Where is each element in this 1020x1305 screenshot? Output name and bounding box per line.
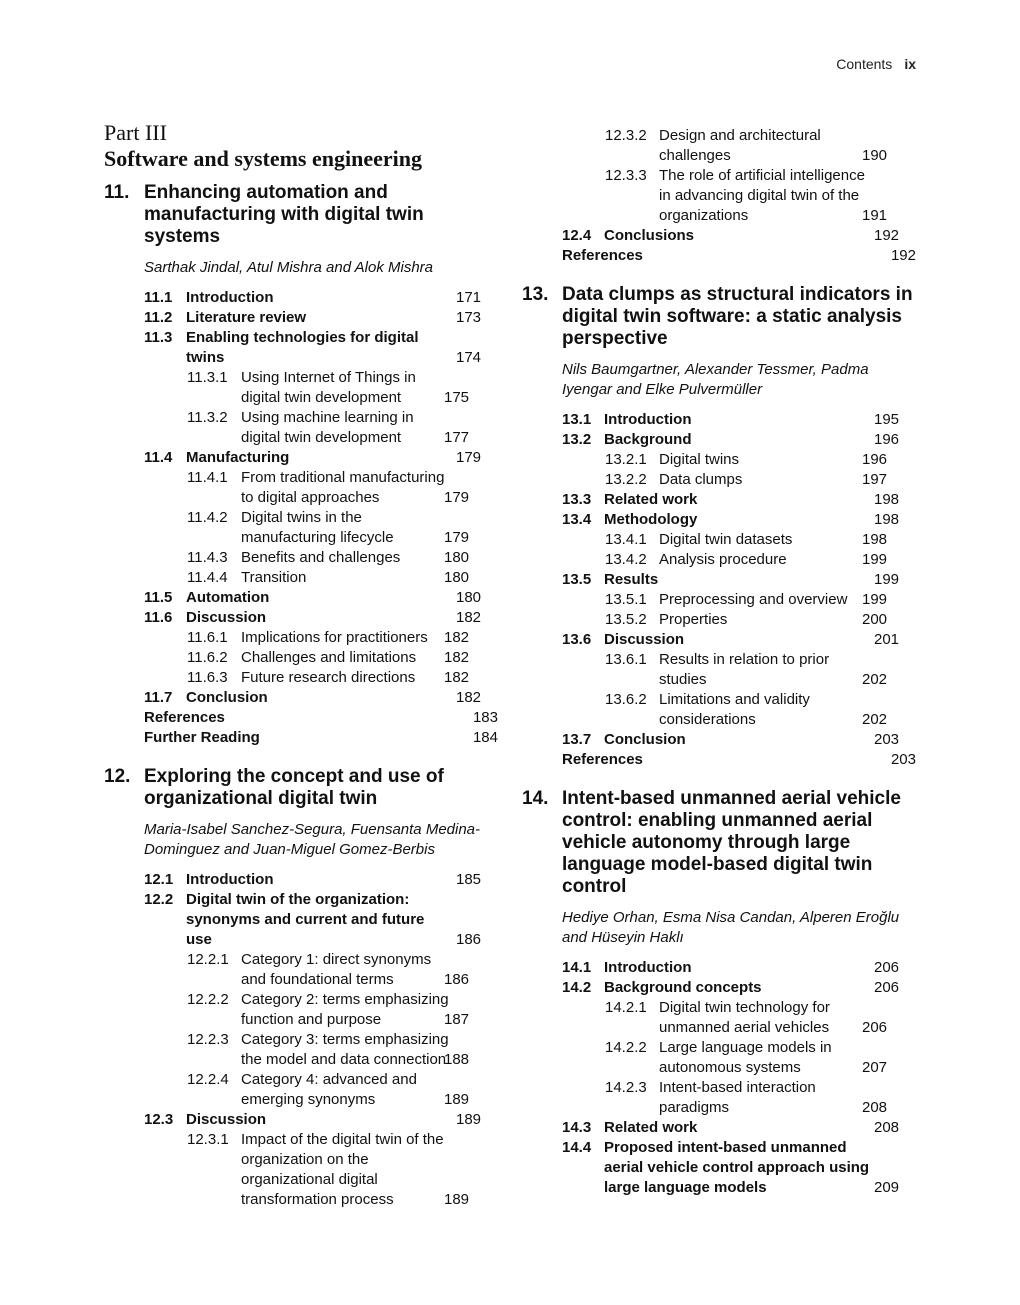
toc-entry[interactable]: 13.4.1 Digital twin datasets 198 [605,531,888,548]
toc-entry-number: 11.6 [144,609,173,626]
chapter-title [104,766,498,810]
chapter [104,182,498,748]
toc-entry-number: 11.5 [144,589,173,606]
toc-entry[interactable]: 13.3 Related work 198 [562,491,900,508]
toc-entry[interactable]: 12.3.1 Impact of the digital twin of the organization on the organizational digital transformation process 189 [187,1131,470,1208]
toc-entry-title: The role of artificial intelligence in advancing digital twin of the organizations [659,167,865,224]
toc-entry[interactable]: 12.3.3 The role of artificial intelligence in advancing digital twin of the organizations 191 [605,167,888,224]
chapter-title-text: Intent-based unmanned aerial vehicle control: enabling unmanned aerial vehicle autonomy through large language model-based digital twin control [562,788,901,897]
toc-entry-title: Intent-based interaction paradigms [659,1079,816,1116]
toc-entry-title: Preprocessing and overview [659,591,848,608]
part-label: Part III [104,120,167,145]
chapter-continued [522,126,916,266]
chapter-title [522,788,916,898]
toc-entry-number: 11.2 [144,309,173,326]
toc-entry-number: 12.2 [144,891,174,908]
toc-entry[interactable]: 14.2 Background concepts 206 [562,979,900,996]
toc-entry[interactable]: 13.5.1 Preprocessing and overview 199 [605,591,888,608]
toc-entry-title: Challenges and limitations [241,649,417,666]
toc-entry-number: 12.1 [144,871,174,888]
toc-entry[interactable] [104,708,498,728]
toc-entry[interactable]: 12.2.3 Category 3: terms emphasizing the model and data connection 188 [187,1031,470,1068]
toc-entry-number: 13.2.1 [605,451,647,468]
toc-entry-number: 11.6.2 [187,649,228,666]
toc-entry-number: 12.2.2 [187,991,229,1008]
toc-entry[interactable]: 11.3.1 Using Internet of Things in digital twin development 175 [187,369,470,406]
toc-entry-number: 12.2.1 [187,951,229,968]
toc-entry-title: Transition [241,569,307,586]
toc-entry-title: Methodology [604,511,698,528]
toc-entry-title: Background [604,431,692,448]
toc-entry[interactable]: 12.2 Digital twin of the organization: synonyms and current and future use 186 [144,891,482,948]
toc-entry[interactable]: 14.2.3 Intent-based interaction paradigms 208 [605,1079,888,1116]
toc-entry-title: Large language models in autonomous systems [659,1039,832,1076]
toc-entry-number: 13.2 [562,431,592,448]
toc-entry-page: 184 [472,729,498,746]
toc-entry[interactable]: 12.4 Conclusions 192 [562,227,900,244]
toc-entry[interactable]: 12.2.1 Category 1: direct synonyms and foundational terms 186 [187,951,470,988]
toc-entry-title: Digital twins [659,451,740,468]
toc-entry-title: Introduction [604,411,692,428]
toc-entry-number: 13.3 [562,491,592,508]
toc-entry[interactable]: 13.2.1 Digital twins 196 [605,451,888,468]
toc-entry-number: 12.4 [562,227,592,244]
toc-entry-title: Benefits and challenges [241,549,401,566]
toc-entry-title: Introduction [604,959,692,976]
toc-entry-number: 11.4.2 [187,509,228,526]
toc-entry-number: 13.5 [562,571,592,588]
toc-entry[interactable]: 13.1 Introduction 195 [562,411,900,428]
toc-entry-number: 12.2.4 [187,1071,229,1088]
chapter-authors: Maria-Isabel Sanchez-Segura, Fuensanta Medina-Dominguez and Juan-Miguel Gomez-Berbis [144,821,481,858]
running-head [836,56,916,72]
chapter-title-text: Data clumps as structural indicators in digital twin software: a static analysis perspective [562,284,913,349]
toc-entry[interactable]: 13.2.2 Data clumps 197 [605,471,888,488]
chapter [522,284,916,770]
toc-entry-title: Digital twins in the manufacturing lifecycle [241,509,394,546]
chapter-authors: Hediye Orhan, Esma Nisa Candan, Alperen Eroğlu and Hüseyin Haklı [562,909,900,946]
toc-entry-title: Category 1: direct synonyms and foundational terms [241,951,432,988]
toc-entry[interactable]: 11.6 Discussion 182 [144,609,482,626]
running-head-label: Contents [836,56,893,72]
toc-entry-title: Discussion [186,1111,267,1128]
toc-entry[interactable]: 14.3 Related work 208 [562,1119,900,1136]
toc-entry-number: 12.3.3 [605,167,647,184]
toc-entry-number: 11.4.3 [187,549,228,566]
chapter-number: 14. [522,788,549,809]
toc-entry[interactable]: 13.6.2 Limitations and validity considerations 202 [605,691,888,728]
toc-entry-title: Category 3: terms emphasizing the model and data connection [241,1031,449,1068]
toc-entry-number: 13.4 [562,511,592,528]
toc-entry-number: 14.2 [562,979,592,996]
toc-entry-title: Data clumps [659,471,743,488]
toc-entry-number: 11.4.1 [187,469,228,486]
toc-entry-title: Digital twin datasets [659,531,793,548]
chapter-authors: Nils Baumgartner, Alexander Tessmer, Padma Iyengar and Elke Pulvermüller [562,361,869,398]
toc-entry-number: 12.3.2 [605,127,647,144]
left-column [104,120,498,1228]
toc-entry-number: 11.3.1 [187,369,228,386]
chapter-title [104,182,498,248]
toc-entry[interactable]: 14.4 Proposed intent-based unmanned aerial vehicle control approach using large language models 209 [562,1139,900,1196]
toc-entry-page: 183 [472,709,498,726]
toc-entry-page: 192 [890,247,916,264]
toc-entry[interactable] [522,750,916,770]
toc-entry[interactable]: 12.1 Introduction 185 [144,871,482,888]
toc-entry[interactable]: 14.2.1 Digital twin technology for unmanned aerial vehicles 206 [605,999,888,1036]
chapter-authors: Sarthak Jindal, Atul Mishra and Alok Mishra [144,259,434,276]
toc-entry-title: Using Internet of Things in digital twin development [241,369,416,406]
toc-entry-number: 12.3 [144,1111,174,1128]
toc-entry[interactable]: 11.6.2 Challenges and limitations 182 [187,649,470,666]
toc-entry[interactable]: 13.6 Discussion 201 [562,631,900,648]
chapter [104,766,498,1210]
toc-entry-title: Digital twin technology for unmanned aerial vehicles [659,999,830,1036]
toc-entry-title: Further Reading [144,729,260,746]
toc-entry-number: 14.1 [562,959,592,976]
toc-entry[interactable]: 13.5.2 Properties 200 [605,611,888,628]
toc-entry-number: 13.1 [562,411,592,428]
toc-entry-title: Future research directions [241,669,416,686]
toc-entry-number: 13.4.2 [605,551,647,568]
toc-entry[interactable]: 11.1 Introduction 171 [144,289,482,306]
toc-entry-title: Related work [604,1119,698,1136]
toc-entry-number: 12.2.3 [187,1031,229,1048]
toc-entry[interactable]: 13.5 Results 199 [562,571,900,588]
toc-entry[interactable]: 12.2.4 Category 4: advanced and emerging synonyms 189 [187,1071,470,1108]
toc-entry-title: Digital twin of the organization: synonyms and current and future use [186,891,425,948]
toc-entry-title: Conclusion [604,731,686,748]
toc-entry[interactable]: 11.4.4 Transition 180 [187,569,470,586]
toc-entry[interactable]: 12.2.2 Category 2: terms emphasizing function and purpose 187 [187,991,470,1028]
toc-entry[interactable]: 13.6.1 Results in relation to prior studies 202 [605,651,888,688]
toc-entry-title: Discussion [604,631,685,648]
toc-entry-title: Category 2: terms emphasizing function and purpose [241,991,449,1028]
toc-entry-number: 14.2.2 [605,1039,647,1056]
chapter-number: 11. [104,182,130,203]
toc-entry-title: Introduction [186,289,274,306]
toc-entry-number: 13.6 [562,631,592,648]
toc-entry-title: Impact of the digital twin of the organization on the organizational digital transformation process [241,1131,444,1208]
toc-entry-title: Limitations and validity considerations [659,691,810,728]
toc-entry-title: Properties [659,611,728,628]
toc-entry[interactable]: 12.3.2 Design and architectural challenges 190 [605,127,888,164]
toc-entry-title: Analysis procedure [659,551,787,568]
toc-entry-number: 11.7 [144,689,173,706]
toc-entry[interactable]: 12.3 Discussion 189 [144,1111,482,1128]
chapter-title [522,284,916,350]
toc-entry-title: Conclusions [604,227,695,244]
toc-entry-page: 203 [890,751,916,768]
chapter-number: 12. [104,766,131,787]
toc-entry[interactable]: 13.4.2 Analysis procedure 199 [605,551,888,568]
toc-entry-number: 11.3 [144,329,173,346]
toc-entry-title: References [562,751,643,768]
toc-entry-title: Automation [186,589,270,606]
toc-entry[interactable]: 11.4 Manufacturing 179 [144,449,482,466]
toc-entry-number: 13.7 [562,731,592,748]
part-title: Software and systems engineering [104,146,422,171]
toc-entry-title: Conclusion [186,689,268,706]
toc-entry[interactable]: 13.4 Methodology 198 [562,511,900,528]
toc-entry[interactable]: 11.6.3 Future research directions 182 [187,669,470,686]
toc-entry-number: 14.2.1 [605,999,647,1016]
toc-entry[interactable]: 11.2 Literature review 173 [144,309,482,326]
toc-entry-number: 11.6.1 [187,629,228,646]
toc-entry[interactable] [104,728,498,748]
toc-entry-number: 13.4.1 [605,531,647,548]
toc-entry-number: 11.4 [144,449,173,466]
page-number: ix [904,56,916,72]
right-column [522,120,916,1216]
toc-entry-title: Proposed intent-based unmanned aerial vehicle control approach using large language models [604,1139,870,1196]
toc-entry-number: 13.2.2 [605,471,647,488]
toc-entry-title: References [562,247,643,264]
toc-entry[interactable]: 13.7 Conclusion 203 [562,731,900,748]
toc-entry-number: 13.5.1 [605,591,647,608]
toc-entry-title: Category 4: advanced and emerging synonyms [241,1071,417,1108]
toc-entry[interactable]: 13.2 Background 196 [562,431,900,448]
chapter-title-text: Exploring the concept and use of organizational digital twin [144,766,444,809]
toc-entry[interactable]: 11.6.1 Implications for practitioners 182 [187,629,470,646]
toc-entry-title: Design and architectural challenges [659,127,821,164]
toc-entry-number: 14.3 [562,1119,592,1136]
toc-entry-title: Background concepts [604,979,762,996]
toc-entry[interactable]: 11.5 Automation 180 [144,589,482,606]
toc-entry-number: 11.6.3 [187,669,228,686]
toc-entry-title: Introduction [186,871,274,888]
toc-entry-title: Enabling technologies for digital twins [186,329,419,366]
toc-entry[interactable]: 11.4.3 Benefits and challenges 180 [187,549,470,566]
toc-entry-number: 13.6.2 [605,691,647,708]
toc-entry-number: 13.6.1 [605,651,647,668]
toc-entry[interactable]: 11.3 Enabling technologies for digital twins 174 [144,329,482,366]
toc-entry-title: Results in relation to prior studies [659,651,830,688]
toc-entry-title: References [144,709,225,726]
toc-entry-title: Literature review [186,309,307,326]
toc-entry-number: 11.4.4 [187,569,228,586]
toc-entry-title: Discussion [186,609,267,626]
toc-entry[interactable]: 11.7 Conclusion 182 [144,689,482,706]
toc-entry-number: 14.2.3 [605,1079,647,1096]
toc-entry-number: 12.3.1 [187,1131,229,1148]
toc-entry[interactable]: 14.1 Introduction 206 [562,959,900,976]
toc-entry[interactable]: 11.4.1 From traditional manufacturing to digital approaches 179 [187,469,470,506]
toc-entry[interactable]: 11.4.2 Digital twins in the manufacturing lifecycle 179 [187,509,470,546]
toc-entry-number: 14.4 [562,1139,592,1156]
chapter-number: 13. [522,284,549,305]
toc-entry-title: Results [604,571,659,588]
toc-entry[interactable] [522,246,916,266]
toc-entry-title: Manufacturing [186,449,290,466]
toc-entry-number: 11.1 [144,289,173,306]
toc-entry-number: 11.3.2 [187,409,228,426]
toc-entry-title: Implications for practitioners [241,629,428,646]
toc-entry[interactable]: 11.3.2 Using machine learning in digital twin development 177 [187,409,470,446]
toc-entry-number: 13.5.2 [605,611,647,628]
toc-entry[interactable]: 14.2.2 Large language models in autonomous systems 207 [605,1039,888,1076]
toc-entry-title: From traditional manufacturing to digital approaches [241,469,445,506]
chapter-title-text: Enhancing automation and manufacturing with digital twin systems [144,182,424,247]
toc-entry-title: Using machine learning in digital twin development [241,409,414,446]
toc-entry-title: Related work [604,491,698,508]
chapter [522,788,916,1198]
